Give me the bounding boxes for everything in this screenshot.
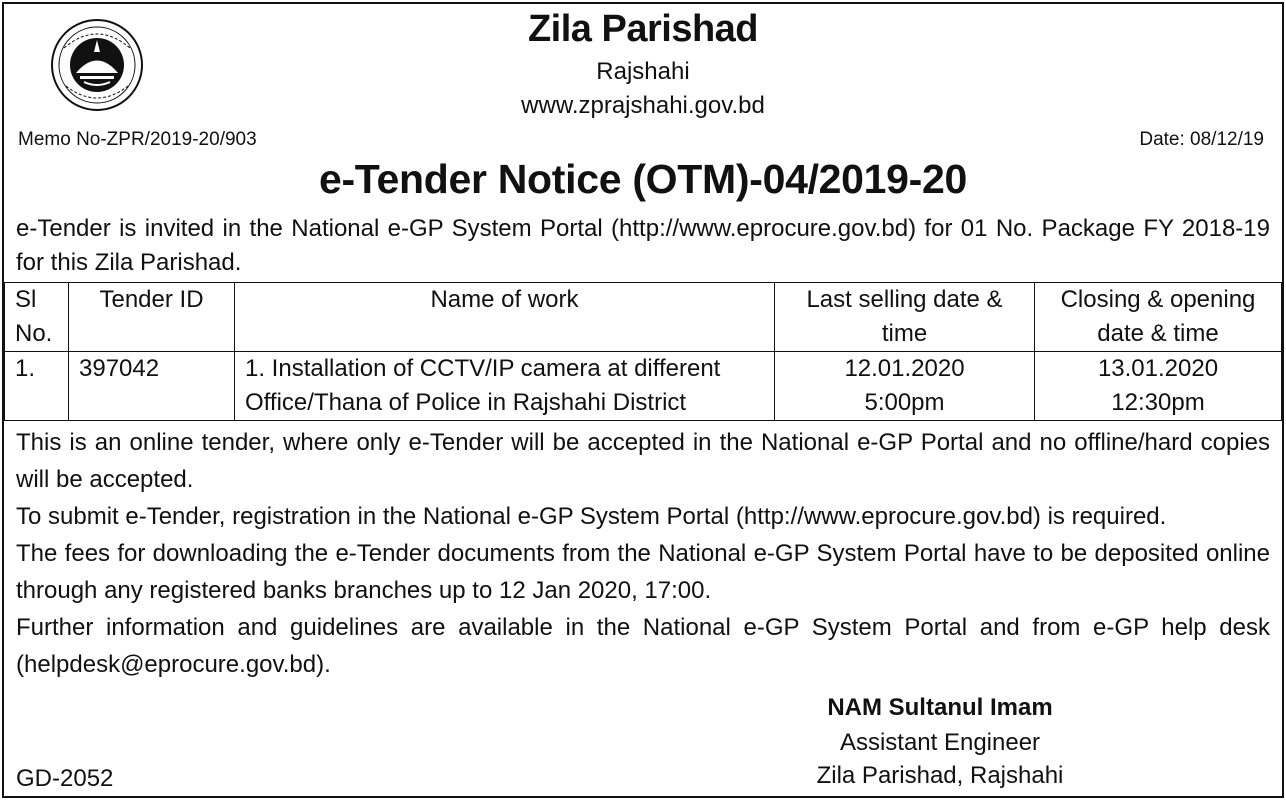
header-name-of-work: Name of work <box>235 283 775 352</box>
closing-date: 13.01.2020 <box>1097 355 1219 382</box>
header-tender-id: Tender ID <box>69 283 235 352</box>
cell-closing-opening <box>1035 352 1282 421</box>
gd-code: GD-2052 <box>16 765 114 792</box>
closing-time: 12:30pm <box>1111 389 1205 416</box>
cell-tender-id: 397042 <box>69 352 235 421</box>
signatory-name: NAM Sultanul Imam <box>827 694 1053 721</box>
signatory-office: Zila Parishad, Rajshahi <box>816 762 1064 789</box>
cell-last-selling <box>775 352 1035 421</box>
organization-city: Rajshahi <box>596 58 690 85</box>
cell-name-of-work: 1. Installation of CCTV/IP camera at different Office/Thana of Police in Rajshahi District <box>235 352 775 421</box>
last-selling-time: 5:00pm <box>864 389 945 416</box>
cell-sl-no: 1. <box>5 352 69 421</box>
header-last-selling: Last selling date & time <box>775 283 1035 352</box>
memo-number: Memo No-ZPR/2019-20/903 <box>18 129 257 150</box>
table-header-row <box>5 283 1282 352</box>
header-closing-opening: Closing & opening date & time <box>1035 283 1282 352</box>
last-selling-date: 12.01.2020 <box>844 355 965 382</box>
header-sl-no: Sl No. <box>5 283 69 352</box>
notice-date: Date: 08/12/19 <box>1139 129 1264 150</box>
organization-name: Zila Parishad <box>527 8 759 50</box>
paragraph-registration: To submit e-Tender, registration in the National e-GP System Portal (http://www.eprocure.gov.bd) is required. <box>16 503 1167 530</box>
paragraph-fees: The fees for downloading the e-Tender documents from the National e-GP System Portal have to be deposited online through any registered banks branches up to 12 Jan 2020, 17:00. <box>16 540 1270 604</box>
intro-paragraph: e-Tender is invited in the National e-GP System Portal (http://www.eprocure.gov.bd) for 01 No. Package FY 2018-19 for this Zila Parishad. <box>16 215 1270 276</box>
notice-title: e-Tender Notice (OTM)-04/2019-20 <box>318 156 968 202</box>
signatory-title: Assistant Engineer <box>839 729 1041 756</box>
organization-website: www.zprajshahi.gov.bd <box>521 92 765 119</box>
notice-body <box>16 424 1270 683</box>
paragraph-further-info: Further information and guidelines are available in the National e-GP System Portal and from e-GP help desk (helpdesk@eprocure.gov.bd). <box>16 614 1270 678</box>
paragraph-online-tender: This is an online tender, where only e-Tender will be accepted in the National e-GP Portal and no offline/hard copies will be accepted. <box>16 429 1270 493</box>
tender-table <box>4 282 1282 421</box>
table-row <box>5 352 1282 421</box>
